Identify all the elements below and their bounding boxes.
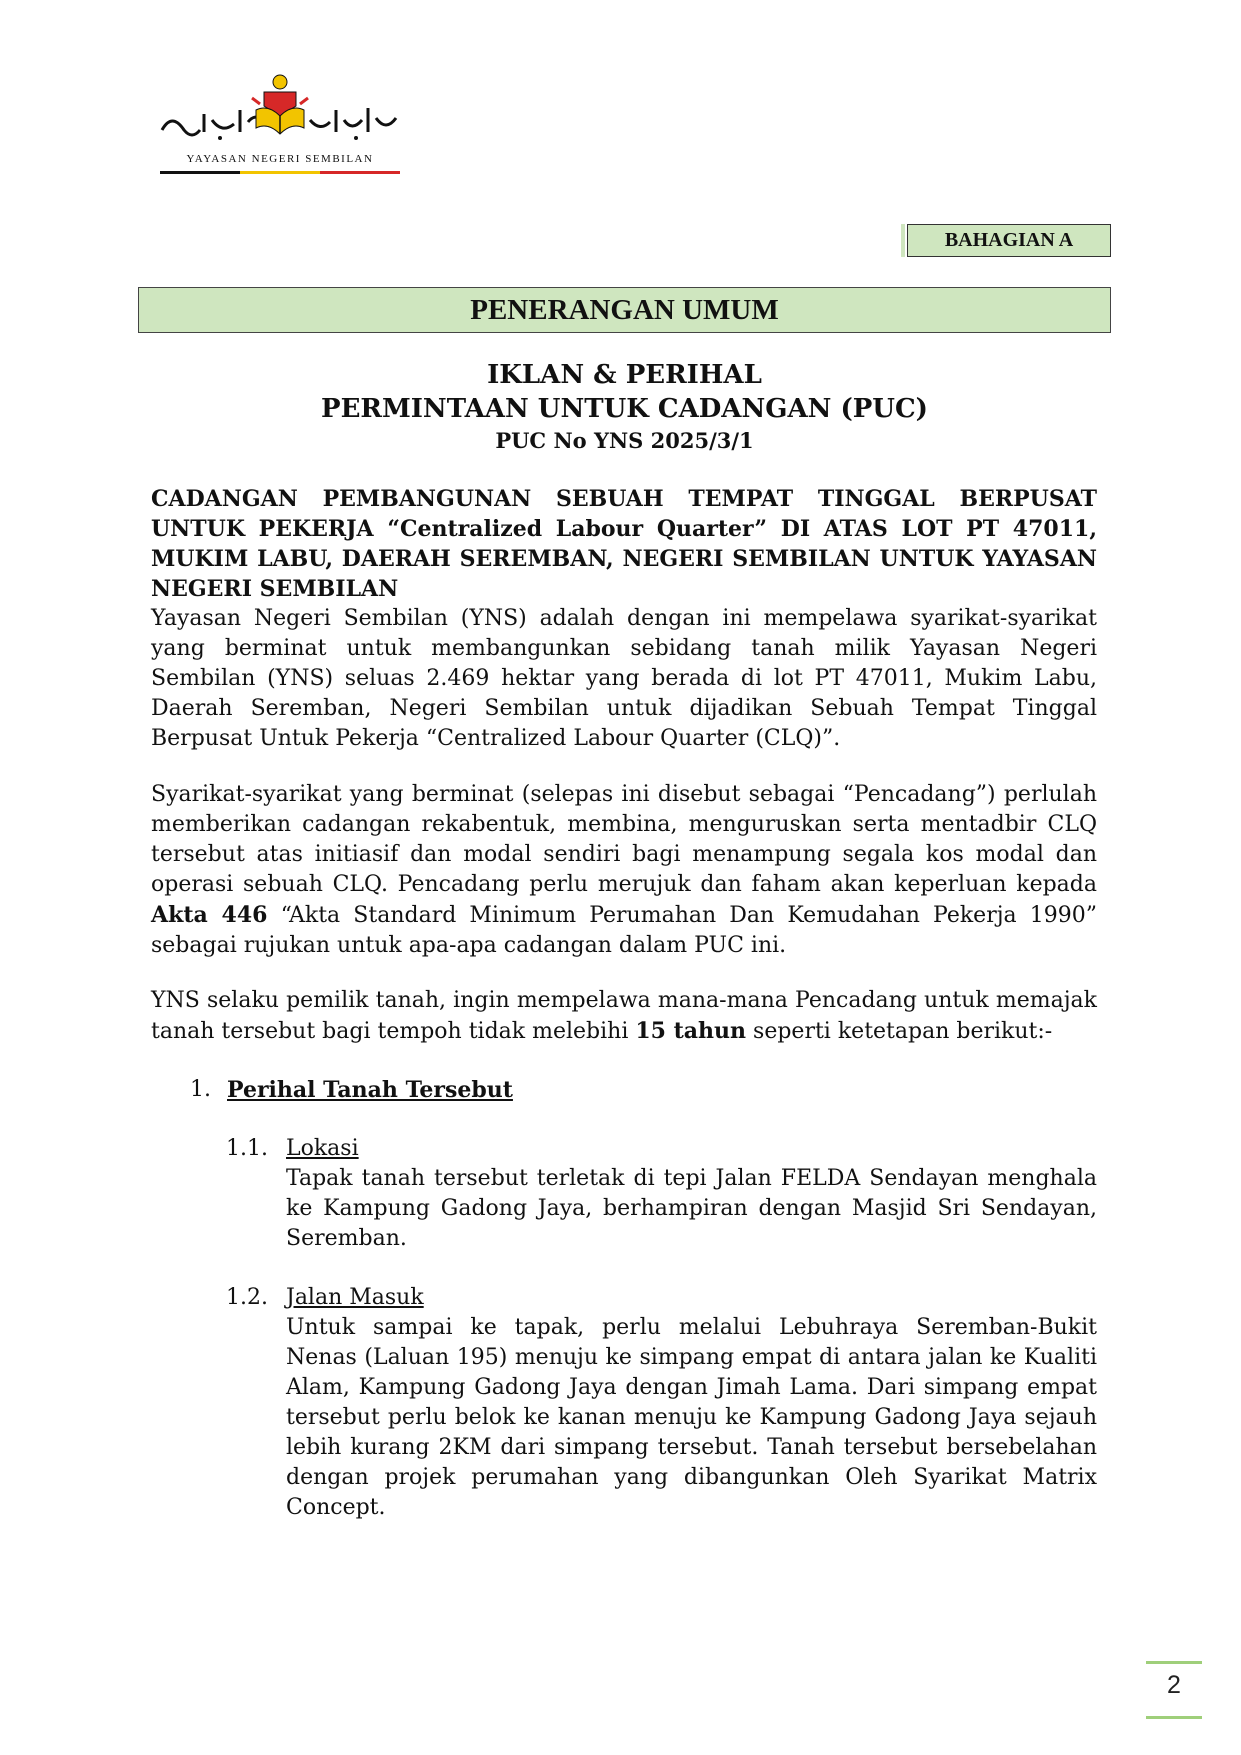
paragraph-requirements-text-a: Syarikat-syarikat yang berminat (selepas ini disebut sebagai “Pencadang”) perlulah memberikan cadangan rekabentuk, membina, menguruskan serta mentadbir CLQ tersebut atas initiasif dan modal sendiri bagi menampung segala kos modal dan operasi sebuah CLQ. Pencadang perlu merujuk dan faham akan keperluan kepada <box>151 782 1097 897</box>
section-tag: BAHAGIAN A <box>907 224 1111 257</box>
section-heading: Perihal Tanah Tersebut <box>227 1077 513 1103</box>
logo-text: YAYASAN NEGERI SEMBILAN <box>186 153 374 165</box>
subsection-heading-lokasi: Lokasi <box>286 1136 359 1161</box>
section-tag-accent <box>901 224 905 257</box>
puc-number: PUC No YNS 2025/3/1 <box>495 428 754 453</box>
subsection-body-lokasi: Tapak tanah tersebut terletak di tepi Jalan FELDA Sendayan menghala ke Kampung Gadong Jaya, berhampiran dengan Masjid Sri Sendayan, Seremban. <box>286 1166 1097 1251</box>
logo-stripe-black <box>160 171 240 174</box>
page-number: 2 <box>1167 1671 1181 1699</box>
project-heading: CADANGAN PEMBANGUNAN SEBUAH TEMPAT TINGGAL BERPUSAT UNTUK PEKERJA “Centralized Labour Quarter” DI ATAS LOT PT 47011, MUKIM LABU, DAERAH SEREMBAN, NEGERI SEMBILAN UNTUK YAYASAN NEGERI SEMBILAN <box>151 486 1097 602</box>
paragraph-lease-text-b: seperti ketetapan berikut:- <box>746 1019 1053 1044</box>
paragraph-lease-text-a: YNS selaku pemilik tanah, ingin mempelawa mana-mana Pencadang untuk memajak tanah tersebut bagi tempoh tidak melebihi <box>151 988 1097 1044</box>
subsection-body-jalan-masuk: Untuk sampai ke tapak, perlu melalui Lebuhraya Seremban-Bukit Nenas (Laluan 195) menuju ke simpang empat di antara jalan ke Kualiti Alam, Kampung Gadong Jaya dengan Jimah Lama. Dari simpang empat tersebut perlu belok ke kanan menuju ke Kampung Gadong Jaya sejauh lebih kurang 2KM dari simpang tersebut. Tanah tersebut bersebelahan dengan projek perumahan yang dibangunkan Oleh Syarikat Matrix Concept. <box>286 1315 1097 1520</box>
lease-term: 15 tahun <box>635 1018 747 1044</box>
section-title: PENERANGAN UMUM <box>138 287 1111 333</box>
page-number-rule-bottom <box>1146 1716 1202 1719</box>
page-number-rule-top <box>1146 1661 1202 1664</box>
paragraph-requirements-text-b: “Akta Standard Minimum Perumahan Dan Kemudahan Pekerja 1990” sebagai rujukan untuk apa-apa cadangan dalam PUC ini. <box>151 903 1098 958</box>
logo-stripe-red <box>320 171 400 174</box>
title-line-1: IKLAN & PERIHAL <box>487 360 762 390</box>
logo-stripe-yellow <box>240 171 320 174</box>
subsection-heading-jalan-masuk: Jalan Masuk <box>286 1285 424 1310</box>
paragraph-intro: Yayasan Negeri Sembilan (YNS) adalah dengan ini mempelawa syarikat-syarikat yang berminat untuk membangunkan sebidang tanah milik Yayasan Negeri Sembilan (YNS) seluas 2.469 hektar yang berada di lot PT 47011, Mukim Labu, Daerah Seremban, Negeri Sembilan untuk dijadikan Sebuah Tempat Tinggal Berpusat Untuk Pekerja “Centralized Labour Quarter (CLQ)”. <box>151 606 1097 751</box>
section-number: 1. <box>190 1077 211 1102</box>
subsection-number: 1.1. <box>226 1136 268 1161</box>
subsection-number: 1.2. <box>226 1285 268 1310</box>
yns-logo <box>160 70 400 178</box>
paragraph-lease <box>151 986 1097 1047</box>
paragraph-requirements <box>151 780 1097 961</box>
title-line-2: PERMINTAAN UNTUK CADANGAN (PUC) <box>321 394 928 424</box>
akta-reference: Akta 446 <box>151 902 268 928</box>
yns-emblem-icon <box>160 70 400 154</box>
